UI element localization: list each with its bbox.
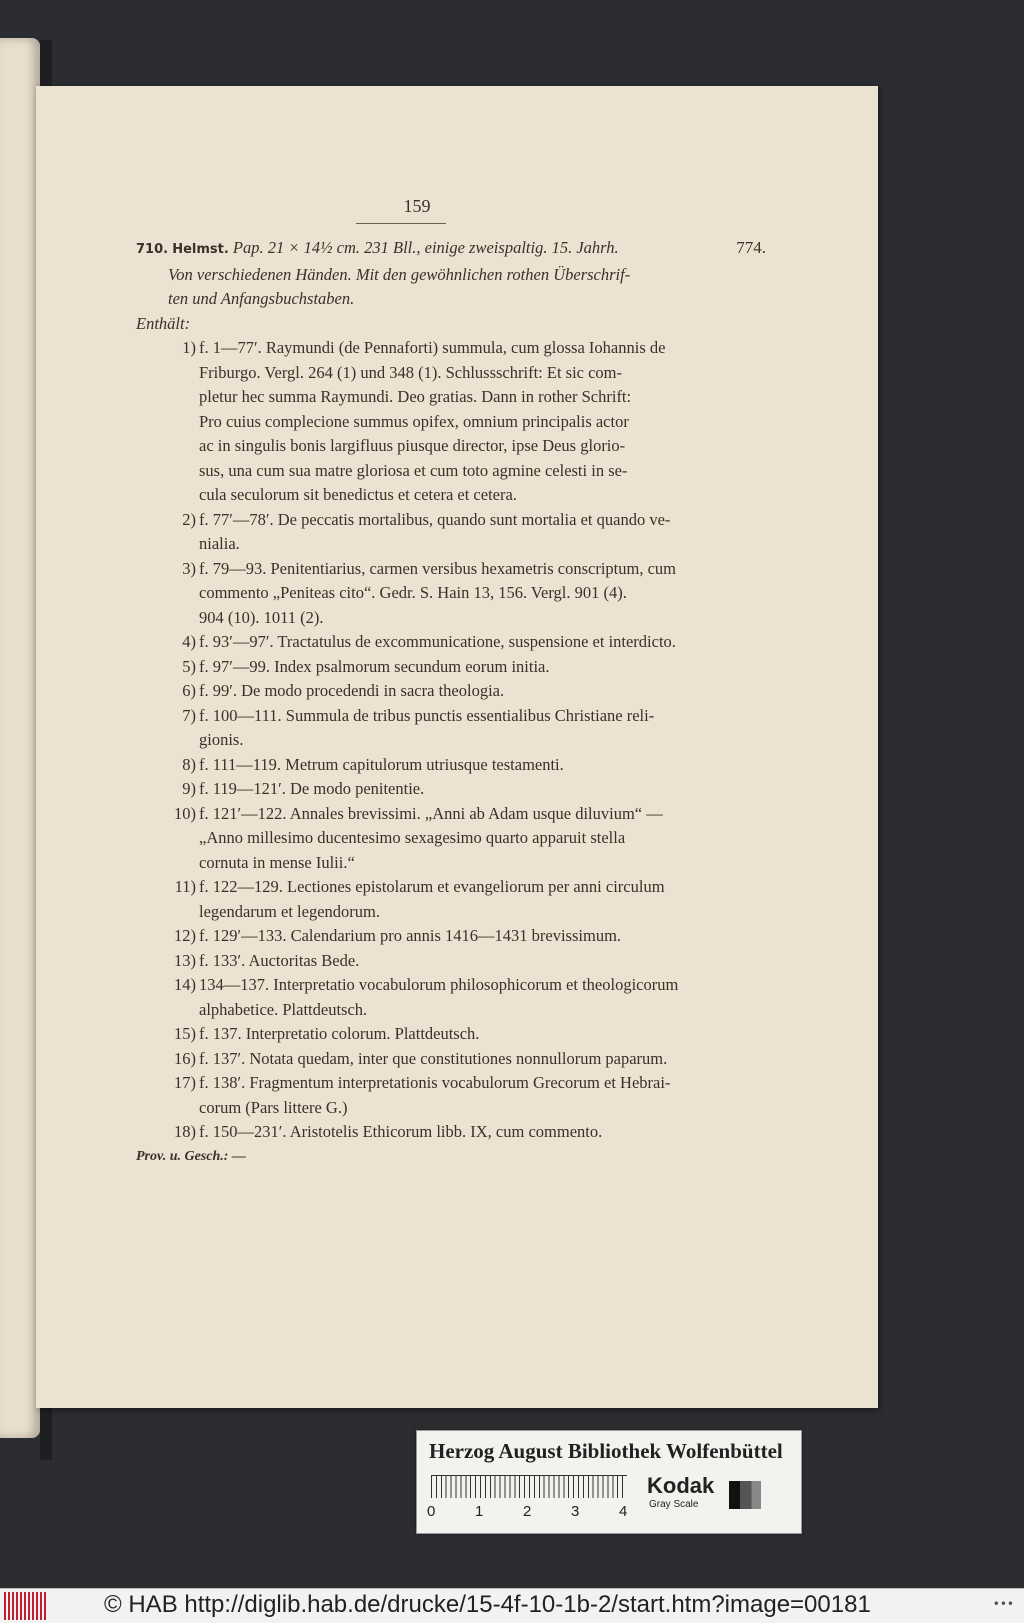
item-number: 5) — [182, 656, 196, 676]
footer-bar — [0, 1588, 1024, 1623]
contents-item — [136, 630, 736, 655]
item-number: 17) — [174, 1073, 196, 1092]
item-text-line: commento „Peniteas cito“. Gedr. S. Hain 13, 156. Vergl. 901 (4). — [199, 583, 627, 602]
item-text-line: ac in singulis bonis largifluus piusque director, ipse Deus glorio- — [199, 436, 626, 455]
more-options-icon[interactable]: ••• — [992, 1597, 1014, 1611]
entry-description: Pap. 21 × 14½ cm. 231 Bll., einige zweispaltig. 15. Jahrh. — [232, 238, 619, 257]
ruler-number: 4 — [619, 1503, 628, 1520]
contents-item — [136, 704, 736, 753]
page-number-rule — [356, 223, 446, 224]
ruler-number: 2 — [523, 1503, 532, 1520]
item-number: 15) — [174, 1024, 196, 1043]
item-text-line: f. 79—93. Penitentiarius, carmen versibus hexametris conscriptum, cum — [199, 558, 677, 578]
contents-item — [136, 1120, 736, 1145]
item-text-line: f. 100—111. Summula de tribus punctis essentialibus Christiane reli- — [199, 705, 655, 725]
entry-header-line-3: ten und Anfangsbuchstaben. — [168, 289, 355, 308]
item-number: 9) — [182, 779, 196, 798]
contents-item — [136, 1022, 736, 1047]
item-text-line: f. 119—121′. De modo penitentie. — [199, 779, 425, 798]
contents-item — [136, 949, 736, 974]
contents-item — [136, 924, 736, 949]
item-text-line: 904 (10). 1011 (2). — [199, 607, 324, 627]
contents-item — [136, 679, 736, 704]
item-text-line: f. 99′. De modo procedendi in sacra theologia. — [199, 681, 505, 700]
item-text-line: Friburgo. Vergl. 264 (1) und 348 (1). Schlussschrift: Et sic com- — [199, 362, 623, 382]
barcode-icon — [4, 1592, 46, 1620]
item-text-line: 134—137. Interpretatio vocabulorum philosophicorum et theologicorum — [199, 975, 679, 994]
item-text-line: f. 77′—78′. De peccatis mortalibus, quando sunt mortalia et quando ve- — [199, 509, 671, 529]
ruler-icon — [431, 1475, 627, 1498]
library-name: Herzog August Bibliothek Wolfenbüttel — [429, 1439, 783, 1463]
item-number: 8) — [182, 754, 196, 774]
item-text-line: f. 133′. Auctoritas Bede. — [199, 950, 360, 970]
provenance: Prov. u. Gesch.: — — [136, 1148, 246, 1164]
item-number: 18) — [174, 1122, 196, 1141]
item-number: 16) — [174, 1048, 196, 1068]
entry-collection: Helmst. — [172, 242, 229, 257]
item-number: 13) — [174, 950, 196, 970]
item-text-line: Pro cuius complecione summus opifex, omnium principalis actor — [199, 411, 629, 431]
item-text-line: f. 97′—99. Index psalmorum secundum eorum initia. — [199, 656, 550, 676]
contents-list — [136, 336, 736, 1145]
item-number: 10) — [174, 803, 196, 823]
item-text-line: sus, una cum sua matre gloriosa et cum toto agmine celesti in se- — [199, 460, 628, 480]
item-text-line: cula seculorum sit benedictus et cetera et cetera. — [199, 485, 517, 504]
contents-item — [136, 508, 736, 557]
item-text-line: f. 93′—97′. Tractatulus de excommunicatione, suspensione et interdicto. — [199, 632, 676, 651]
item-number: 11) — [174, 877, 196, 896]
copyright-url[interactable]: © HAB http://diglib.hab.de/drucke/15-4f-10-1b-2/start.htm?image=00181 — [104, 1591, 871, 1618]
ruler-number: 3 — [571, 1503, 580, 1520]
contents-item — [136, 1047, 736, 1072]
page-number: 159 — [403, 196, 431, 216]
item-text-line: f. 111—119. Metrum capitulorum utriusque testamenti. — [199, 754, 564, 774]
contents-item — [136, 336, 736, 508]
ruler-number: 1 — [475, 1503, 484, 1520]
entry-header-line-1 — [136, 236, 736, 263]
item-text-line: f. 129′—133. Calendarium pro annis 1416—1431 brevissimum. — [199, 926, 622, 945]
gray-swatch-icon — [729, 1481, 761, 1509]
contents-item — [136, 777, 736, 802]
contents-label: Enthält: — [136, 313, 191, 333]
catalog-number: 774. — [736, 238, 766, 257]
item-text-line: cornuta in mense Iulii.“ — [199, 852, 355, 872]
item-number: 1) — [182, 338, 196, 357]
item-number: 6) — [182, 681, 196, 700]
item-text-line: „Anno millesimo ducentesimo sexagesimo quarto apparuit stella — [199, 828, 626, 847]
entry-header-line-2: Von verschiedenen Händen. Mit den gewöhnlichen rothen Überschrif- — [168, 264, 631, 284]
item-text-line: alphabetice. Plattdeutsch. — [199, 999, 368, 1019]
catalog-page — [36, 86, 878, 1408]
item-number: 2) — [182, 509, 196, 529]
item-text-line: f. 121′—122. Annales brevissimi. „Anni ab Adam usque diluvium“ — — [199, 803, 663, 823]
item-text-line: f. 1—77′. Raymundi (de Pennaforti) summula, cum glossa Iohannis de — [199, 338, 666, 357]
catalog-entry — [136, 236, 766, 1169]
item-text-line: corum (Pars littere G.) — [199, 1097, 348, 1117]
contents-item — [136, 802, 736, 876]
entry-id: 710. — [136, 242, 169, 257]
item-text-line: f. 137′. Notata quedam, inter que constitutiones nonnullorum paparum. — [199, 1048, 668, 1068]
left-facing-page-edge — [0, 38, 40, 1438]
item-text-line: gionis. — [199, 730, 244, 749]
color-scale-card — [416, 1430, 802, 1534]
item-text-line: f. 150—231′. Aristotelis Ethicorum libb. IX, cum commento. — [199, 1122, 603, 1141]
contents-item — [136, 973, 736, 1022]
contents-item — [136, 557, 736, 631]
item-text-line: f. 122—129. Lectiones epistolarum et evangeliorum per anni circulum — [199, 877, 665, 896]
item-number: 4) — [182, 632, 196, 651]
item-text-line: nialia. — [199, 534, 240, 553]
item-number: 7) — [182, 705, 196, 725]
ruler-number: 0 — [427, 1503, 436, 1520]
item-text-line: f. 137. Interpretatio colorum. Plattdeutsch. — [199, 1024, 480, 1043]
contents-item — [136, 655, 736, 680]
item-number: 3) — [182, 558, 196, 578]
item-text-line: pletur hec summa Raymundi. Deo gratias. Dann in rother Schrift: — [199, 387, 632, 406]
item-number: 12) — [174, 926, 196, 945]
contents-item — [136, 875, 736, 924]
item-number: 14) — [174, 975, 196, 994]
contents-item — [136, 1071, 736, 1120]
gray-scale-label: Gray Scale — [649, 1499, 699, 1510]
item-text-line: f. 138′. Fragmentum interpretationis vocabulorum Grecorum et Hebrai- — [199, 1073, 671, 1092]
contents-item — [136, 753, 736, 778]
kodak-brand: Kodak — [647, 1473, 715, 1498]
item-text-line: legendarum et legendorum. — [199, 901, 380, 921]
